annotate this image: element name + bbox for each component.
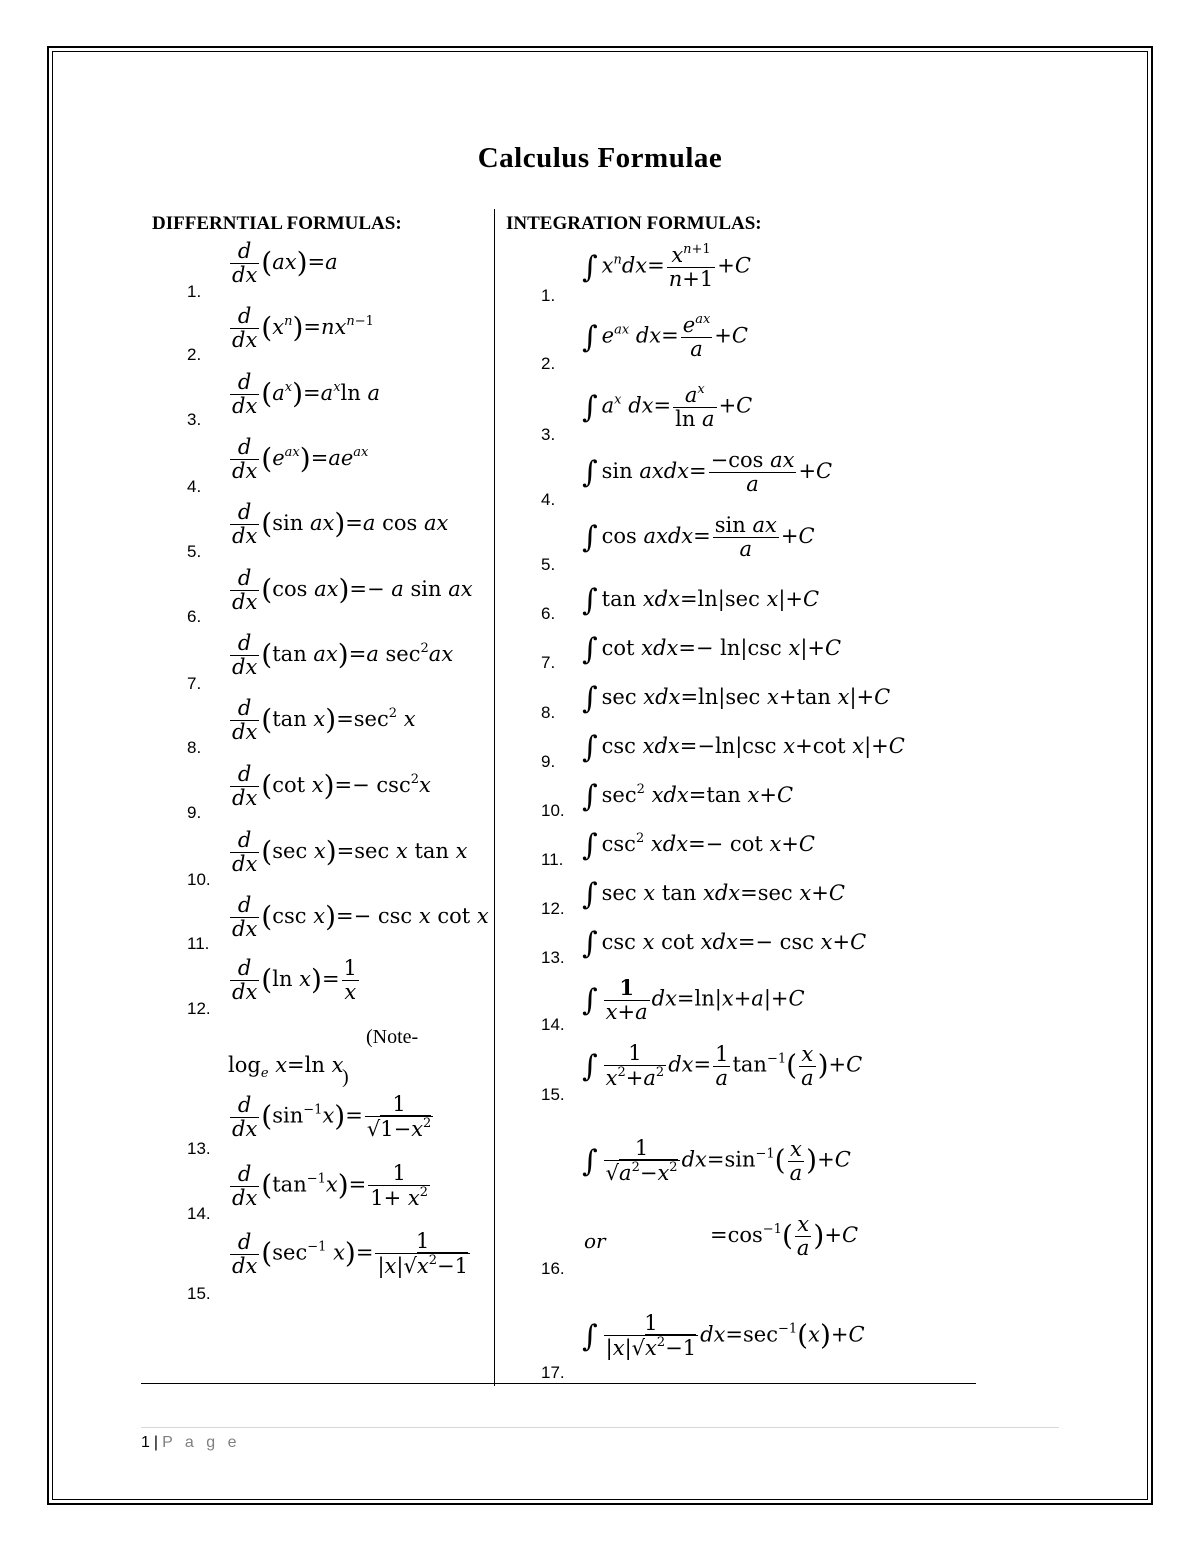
diff-formula-5: $\frac{d}{dx}$ (sin ax)=a cos ax bbox=[232, 500, 449, 549]
int-number: 12. bbox=[541, 899, 565, 918]
page-title: Calculus Formulae bbox=[477, 142, 723, 174]
int-number: 7. bbox=[541, 653, 556, 672]
int-number: 14. bbox=[541, 1015, 565, 1034]
diff-formula-3: $\frac{d}{dx}$ $(a^x)=a^x\ln$ a bbox=[232, 370, 380, 419]
int-number: 5. bbox=[541, 555, 556, 574]
int-formula-1: ∫ $x^ndx=$ $\frac{x^{n+1}}{n+1}$ +C bbox=[582, 242, 751, 292]
int-formula-14: ∫ $\frac{1}{x+a}$ dx=ln|x+a|+C bbox=[582, 975, 805, 1025]
diff-formula-15: $\frac{d}{dx}$ ($\sec^{-1}$ x)= $\frac{1}{|x|√x^2-1}$ bbox=[232, 1229, 468, 1279]
diff-formula-6: $\frac{d}{dx}$ (cos ax)=− a sin ax bbox=[232, 566, 473, 615]
int-formula-7: ∫ cot xdx=− ln|csc x|+C bbox=[582, 632, 842, 667]
int-formula-5: ∫ cos axdx= $\frac{\text{sin ax}}{a}$ +C bbox=[582, 513, 815, 562]
int-number: 13. bbox=[541, 948, 565, 967]
int-number: 15. bbox=[541, 1085, 565, 1104]
int-number: 16. bbox=[541, 1259, 565, 1278]
int-or-label: or bbox=[584, 1229, 606, 1253]
diff-number: 4. bbox=[187, 477, 202, 496]
int-formula-17: ∫ $\frac{1}{|x|√x^2-1}$ $dx=\sec^{-1}(x)+C$ bbox=[582, 1311, 865, 1361]
int-number: 6. bbox=[541, 604, 556, 623]
diff-number: 3. bbox=[187, 410, 202, 429]
int-formula-8: ∫ sec xdx=ln|sec x+tan x|+C bbox=[582, 681, 891, 716]
int-formula-3: ∫ $a^x$ dx= $\frac{a^x}{\text{ln a}}$ +C bbox=[582, 382, 753, 432]
diff-number: 14. bbox=[187, 1204, 211, 1223]
int-number: 2. bbox=[541, 354, 556, 373]
int-formula-9: ∫ csc xdx=−ln|csc x+cot x|+C bbox=[582, 730, 905, 765]
diff-formula-13: $\frac{d}{dx}$ $(\sin^{-1}x)=$ $\frac{1}{√1-x^2}$ bbox=[232, 1092, 432, 1142]
diff-number: 8. bbox=[187, 738, 202, 757]
int-formula-15: ∫ $\frac{1}{x^2+a^2}$ dx= $\frac{1}{a}$ $\tan^{-1}$( $\frac{x}{a}$ )+C bbox=[582, 1041, 863, 1091]
column-divider bbox=[494, 209, 495, 1386]
integration-heading: INTEGRATION FORMULAS: bbox=[506, 213, 762, 234]
page-footer bbox=[141, 1434, 240, 1452]
diff-formula-1: $\frac{d}{dx}$ (ax)=a bbox=[232, 239, 338, 288]
diff-formula-10: $\frac{d}{dx}$ (sec x)=sec x tan x bbox=[232, 828, 468, 877]
int-formula-12: ∫ sec x tan xdx=sec x+C bbox=[582, 877, 845, 912]
diff-formula-8: $\frac{d}{dx}$ (tan $x)=\sec^2$ x bbox=[232, 696, 416, 745]
diff-formula-7: $\frac{d}{dx}$ (tan ax)=a $\sec^2ax$ bbox=[232, 631, 454, 680]
int-number: 4. bbox=[541, 490, 556, 509]
int-number: 8. bbox=[541, 703, 556, 722]
diff-number: 15. bbox=[187, 1284, 211, 1303]
diff-number: 13. bbox=[187, 1139, 211, 1158]
diff-formula-2: $\frac{d}{dx}$ $(x^n)=nx^{n-1}$ bbox=[232, 304, 374, 353]
diff-formula-9: $\frac{d}{dx}$ (cot $x)=- \csc^2x$ bbox=[232, 762, 431, 811]
diff-formula-12: $\frac{d}{dx}$ (ln x)= $\frac{1}{x}$ bbox=[232, 956, 357, 1005]
int-number: 9. bbox=[541, 752, 556, 771]
diff-formula-4: $\frac{d}{dx}$ $(e^{ax})=ae^{ax}$ bbox=[232, 435, 369, 484]
int-formula-16b: $=\cos^{-1}$( $\frac{x}{a}$ )+C bbox=[710, 1212, 859, 1261]
page-number: 1 bbox=[141, 1434, 150, 1451]
diff-number: 11. bbox=[187, 934, 210, 953]
diff-number: 10. bbox=[187, 870, 211, 889]
diff-note-label: (Note- bbox=[366, 1026, 419, 1048]
int-number: 11. bbox=[541, 850, 564, 869]
footer-rule bbox=[141, 1427, 1059, 1428]
int-number: 10. bbox=[541, 801, 565, 820]
diff-note-formula: $\log_e x=\ln$ x bbox=[228, 1053, 344, 1082]
table-bottom-rule bbox=[141, 1383, 976, 1384]
diff-number: 7. bbox=[187, 674, 202, 693]
diff-number: 12. bbox=[187, 999, 211, 1018]
differential-heading: DIFFERNTIAL FORMULAS: bbox=[152, 213, 402, 234]
int-number: 17. bbox=[541, 1363, 565, 1382]
diff-formula-14: $\frac{d}{dx}$ $(\tan^{-1}x)=$ $\frac{1}{1+ x^2}$ bbox=[232, 1161, 429, 1211]
int-formula-11: ∫ $\csc^2 xdx=- \cot x+C$ bbox=[582, 828, 815, 863]
int-formula-2: ∫ $e^{ax}$ dx= $\frac{e^{ax}}{a}$ +C bbox=[582, 312, 748, 362]
diff-number: 2. bbox=[187, 345, 202, 364]
int-formula-4: ∫ sin axdx= $\frac{\text{−cos ax}}{a}$ +C bbox=[582, 448, 833, 497]
int-formula-10: ∫ $\sec^2 xdx=\tan$ x+C bbox=[582, 779, 794, 814]
int-number: 3. bbox=[541, 425, 556, 444]
int-formula-6: ∫ tan xdx=ln|sec x|+C bbox=[582, 583, 820, 618]
int-formula-13: ∫ csc x cot xdx=− csc x+C bbox=[582, 926, 867, 961]
diff-formula-11: $\frac{d}{dx}$ (csc x)=− csc x cot x bbox=[232, 893, 489, 942]
page-word: P a g e bbox=[162, 1434, 241, 1451]
int-formula-16a: ∫ $\frac{1}{√a^2-x^2}$ $dx=\sin^{-1}$( $\frac{x}{a}$ )+C bbox=[582, 1136, 851, 1186]
int-number: 1. bbox=[541, 286, 556, 305]
diff-number: 9. bbox=[187, 803, 202, 822]
diff-number: 5. bbox=[187, 542, 202, 561]
diff-number: 1. bbox=[187, 282, 202, 301]
diff-note-close: ) bbox=[342, 1066, 349, 1088]
footer-separator: | bbox=[153, 1434, 159, 1451]
diff-number: 6. bbox=[187, 607, 202, 626]
